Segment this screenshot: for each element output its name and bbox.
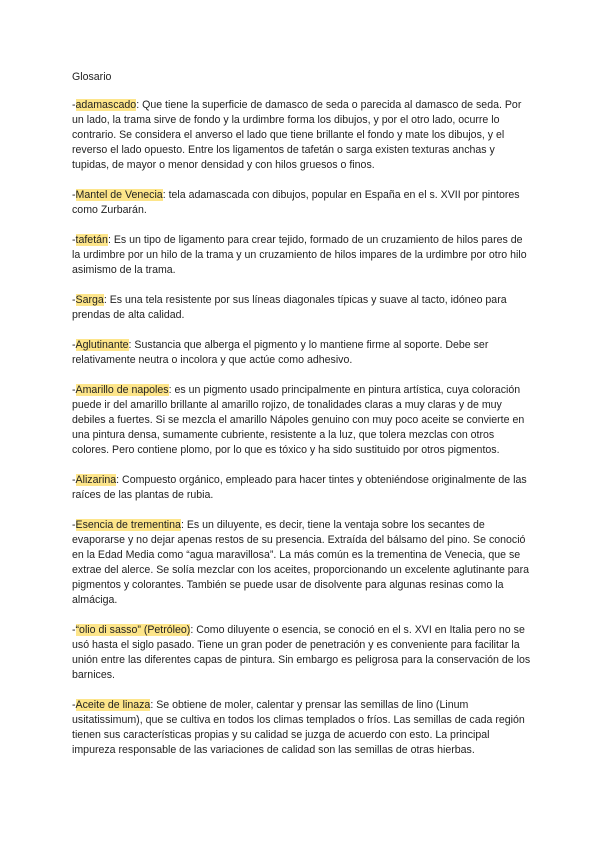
glossary-entry-aglutinante [72,338,532,368]
entry-prefix: - [72,474,76,486]
glossary-entry-amarillo-de-napoles [72,383,532,458]
entry-term: Sarga [75,294,104,306]
glossary-entry-adamascado [72,98,532,173]
glossary-entry-aceite-de-linaza [72,698,532,758]
glossary-entry-tafetan [72,233,532,278]
entry-prefix: - [72,99,76,111]
entry-definition: : Que tiene la superficie de damasco de seda o parecida al damasco de seda. Por un lado, la trama sirve de fondo y la urdimbre forma los dibujos, y por el otro lado, ocurre lo contrario. Se considera el anverso el lado que tiene brillante el fondo y mate los dibujos, y el reverso el lado opuesto. Entre los ligamentos de tafetán o sarga existen texturas anchas y tupidas, de mayor o menor densidad y con hilos gruesos o finos. [72,99,522,171]
entry-term: Mantel de Venecia [75,189,163,201]
entry-term: tafetán [75,234,108,246]
entry-definition: : Como diluyente o esencia, se conoció en el s. XVI en Italia pero no se usó hasta el siglo pasado. Tiene un gran poder de penetración y es conveniente para facilitar la unión entre las diferentes capas de pintura. Sin embargo es peligrosa para la conservación de los barnices. [72,624,531,681]
entry-prefix: - [72,294,76,306]
entry-prefix: - [72,699,76,711]
entry-definition: : Es una tela resistente por sus líneas diagonales típicas y suave al tacto, idóneo para prendas de alta calidad. [72,294,507,321]
entry-term: Esencia de trementina [75,519,181,531]
glossary-entry-esencia-de-trementina [72,518,532,608]
entry-definition: : es un pigmento usado principalmente en pintura artística, cuya coloración puede ir del amarillo brillante al amarillo rojizo, de tonalidades claras a muy claras y de muy debiles a fuertes. Si se mezcla el amarillo Nápoles genuino con muy poco aceite se convierte en una pintura densa, sumamente cubriente, resistente a la luz, que tolera mezclas con otros colores. Pero contiene plomo, por lo que es tóxico y ha sido sustituido por otros pigmentos. [72,384,525,456]
entry-definition: : Se obtiene de moler, calentar y prensar las semillas de lino (Linum usitatissimum), que se cultiva en todos los climas templados o fríos. Las semillas de cada región tienen sus características propias y su calidad se juzga de acuerdo con esto. La principal impureza responsable de las variaciones de calidad son las semillas de otras hierbas. [72,699,525,756]
glossary-entry-mantel-de-venecia [72,188,532,218]
entry-prefix: - [72,234,76,246]
glossary-entry-alizarina [72,473,532,503]
entry-definition: : Es un tipo de ligamento para crear tejido, formado de un cruzamiento de hilos pares de la urdimbre por un hilo de la trama y un cruzamiento de hilos impares de la urdimbre por otro hilo asimismo de la trama. [72,234,527,276]
entry-prefix: - [72,519,76,531]
entry-term: Amarillo de napoles [75,384,169,396]
document-page [72,70,532,773]
glossary-entry-olio-di-sasso [72,623,532,683]
entry-term: adamascado [75,99,137,111]
document-title: Glosario [72,71,112,83]
entry-term: Alizarina [75,474,117,486]
entry-definition: : Compuesto orgánico, empleado para hacer tintes y obteniéndose originalmente de las raíces de las plantas de rubia. [72,474,527,501]
entry-prefix: - [72,189,76,201]
entry-prefix: - [72,624,76,636]
entry-definition: : Sustancia que alberga el pigmento y lo mantiene firme al soporte. Debe ser relativamente neutra o incolora y que actúe como adhesivo. [72,339,489,366]
glossary-entry-sarga [72,293,532,323]
entry-prefix: - [72,384,76,396]
entry-term: “olio di sasso” (Petróleo) [75,624,191,636]
entry-prefix: - [72,339,76,351]
entry-term: Aglutinante [75,339,129,351]
entry-term: Aceite de linaza [75,699,151,711]
entry-definition: : Es un diluyente, es decir, tiene la ventaja sobre los secantes de evaporarse y no dejar apenas restos de su presencia. Extraída del bálsamo del pino. Se conoció en la Edad Media como “agua maravillosa”. La más común es la trementina de Venecia, que se extrae del alerce. Se solía mezclar con los aceites, proporcionando un excelente aglutinante para pigmentos y colorantes. También se puede usar de disolvente para algunas resinas como la almáciga. [72,519,529,606]
entry-definition: : tela adamascada con dibujos, popular en España en el s. XVII por pintores como Zurbarán. [72,189,520,216]
